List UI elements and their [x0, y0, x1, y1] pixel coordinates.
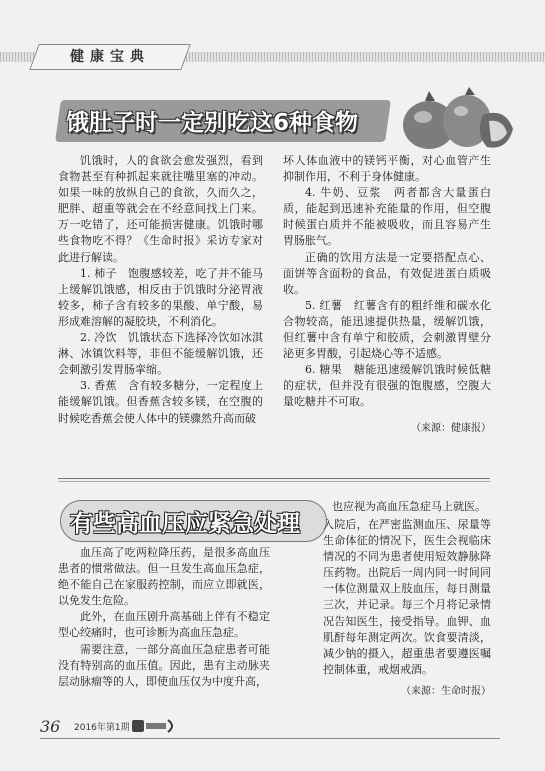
article1-paragraph: 6. 糖果 糖能迅速缓解饥饿时候低糖的症状，但并没有很强的饱腹感，空腹大量吃糖并不可取。: [283, 363, 491, 409]
article2-column-right: [283, 517, 491, 700]
article1-paragraph: 2. 冷饮 饥饿状态下选择冷饮如冰淇淋、冰镇饮料等，非但不能缓解饥饿，还会刺激引发胃肠挛缩。: [58, 331, 263, 377]
article1-paragraph: 4. 牛奶、豆浆 两者都含大量蛋白质，能起到迅速补充能量的作用，但空腹时候蛋白质并不能被吸收，而且容易产生胃肠胀气。: [283, 186, 491, 248]
magazine-logo: [132, 718, 178, 734]
article2-paragraph: 需要注意，一部分高血压急症患者可能没有特别高的血压值。因此，患有主动脉夹层动脉瘤等的人，即使血压仅为中度升高，: [58, 642, 270, 688]
footer-rule: [40, 738, 500, 739]
article2-paragraph: 血压高了吃两粒降压药，是很多高血压患者的惯常做法。但一旦发生高血压急症，绝不能自己在家服药控制，而应立即就医，以免发生危险。: [58, 546, 270, 608]
article2-paragraph: 入院后，在严密监测血压、尿量等生命体征的情况下，医生会视临床情况的不同为患者使用短效静脉降压药物。出院后一周内同一时间同一体位测量双上肢血压，每日测量三次，并记录。每三个月将记录情况告知医生，接受指导。血钾、血肌酐每年测定两次。饮食要清淡，减少钠的摄入，超重患者要遵医嘱控制体重，戒烟戒酒。: [323, 518, 491, 676]
section-label-box: [29, 44, 190, 70]
article1-paragraph: 3. 香蕉 含有较多糖分，一定程度上能缓解饥饿。但香蕉含较多镁，在空腹的时候吃香蕉会使人体中的镁骤然升高而破: [58, 379, 263, 425]
article2-paragraph: 也应视为高血压急症马上就医。: [332, 500, 486, 513]
article2-paragraph: 此外，在血压剧升高基础上伴有不稳定型心绞痛时，也可诊断为高血压急症。: [58, 610, 270, 640]
article2-title: 有些高血压应紧急处理: [70, 511, 300, 537]
article1-title-box: [58, 100, 388, 142]
section-label: 健康宝典: [70, 49, 150, 65]
article1-paragraph: 坏人体血液中的镁钙平衡，对心血管产生抑制作用，不利于身体健康。: [283, 154, 491, 184]
article1-paragraph: 正确的饮用方法是一定要搭配点心、面饼等含面粉的食品，有效促进蛋白质吸收。: [283, 250, 491, 296]
article1-paragraph: 1. 柿子 饱腹感较差，吃了并不能马上缓解饥饿感，相反由于饥饿时分泌胃液较多，柿子含有较多的果酸、单宁酸，易形成难溶解的凝胶块，不利消化。: [58, 266, 263, 328]
article1-source: （来源：健康报）: [411, 422, 491, 434]
article1-column-left: [58, 153, 263, 427]
article2-column-right-top: [332, 499, 492, 515]
article-divider: [58, 478, 490, 479]
article2-source: （来源：生命时报）: [401, 685, 491, 697]
issue-label: 2016年第1期: [74, 723, 130, 733]
article1-title: 饿肚子时一定别吃这6种食物: [66, 110, 359, 136]
article2-column-left: [58, 545, 270, 690]
article1-column-right: [283, 153, 491, 437]
article1-paragraph: 饥饿时，人的食欲会愈发强烈，看到食物甚至有种抓起来就往嘴里塞的冲动。如果一味的放纵自己的食欲，久而久之，肥胖、超重等就会在不经意间找上门来。万一吃错了，还可能损害健康。饥饿时哪些食物吃不得？《生命时报》采访专家对此进行解读。: [58, 154, 263, 264]
fruit-illustration: [395, 85, 520, 155]
section-banner: [0, 44, 545, 70]
page-number: 36: [40, 717, 61, 736]
page-footer: [40, 717, 500, 737]
article-divider-secondary: [58, 481, 490, 482]
article1-paragraph: 5. 红薯 红薯含有的粗纤维和碳水化合物较高，能迅速提供热量，缓解饥饿，但红薯中含有单宁和胶质，会刺激胃壁分泌更多胃酸，引起烧心等不适感。: [283, 298, 491, 361]
